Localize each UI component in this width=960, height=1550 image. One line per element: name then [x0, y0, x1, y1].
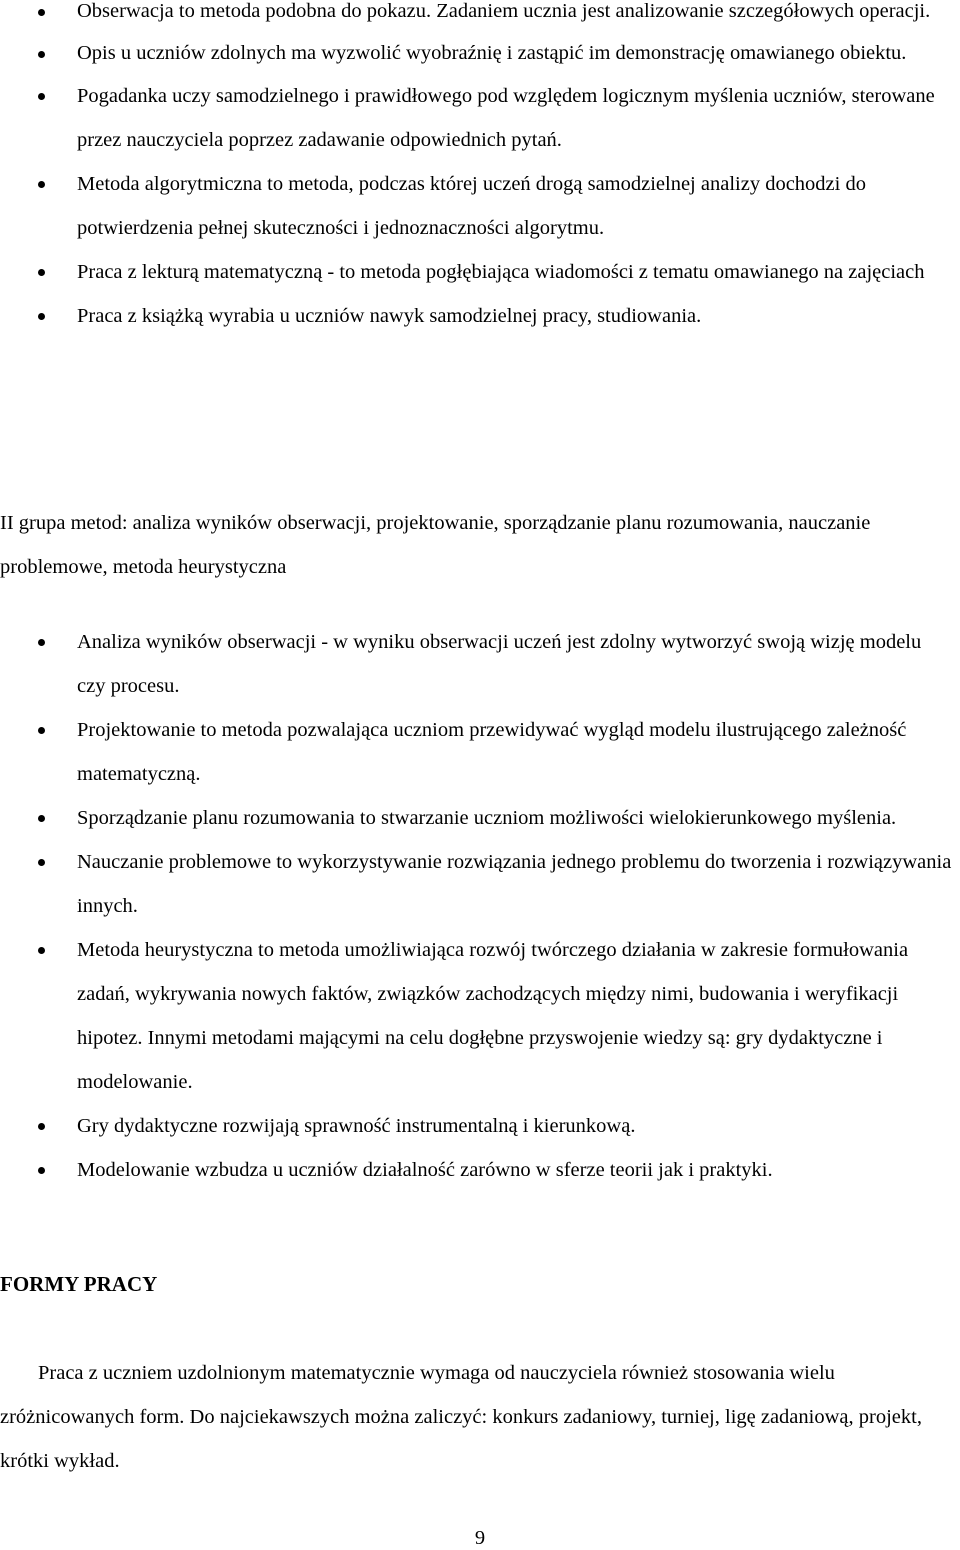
list-item — [0, 620, 960, 708]
list-item — [0, 840, 960, 928]
list-item — [0, 32, 960, 74]
list-item-text: Opis u uczniów zdolnych ma wyzwolić wyobraźnię i zastąpić im demonstrację omawianego obiektu. — [77, 42, 907, 64]
list-item — [0, 1104, 960, 1148]
list-item-text: Metoda algorytmiczna to metoda, podczas której uczeń drogą samodzielnej analizy dochodzi do potwierdzenia pełnej skuteczności i jednoznaczności algorytmu. — [77, 173, 866, 239]
bullet-icon — [38, 815, 45, 822]
bullet-icon — [38, 727, 45, 734]
bullet-icon — [38, 1167, 45, 1174]
list-item — [0, 162, 960, 250]
bullet-icon — [38, 313, 45, 320]
list-item — [0, 0, 960, 32]
method-list-2 — [0, 620, 960, 1192]
list-item — [0, 74, 960, 162]
list-item-text: Gry dydaktyczne rozwijają sprawność instrumentalną i kierunkową. — [77, 1115, 636, 1137]
page-number: 9 — [474, 1527, 486, 1549]
bullet-icon — [38, 9, 45, 16]
bullet-icon — [38, 51, 45, 58]
method-list-1 — [0, 0, 960, 338]
bullet-icon — [38, 639, 45, 646]
list-item — [0, 796, 960, 840]
list-item-text: Metoda heurystyczna to metoda umożliwiająca rozwój twórczego działania w zakresie formułowania zadań, wykrywania nowych faktów, związków zachodzących między nimi, budowania i weryfikacji hipotez. Innymi metodami mającymi na celu dogłębne przyswojenie wiedzy są: gry dydaktyczne i modelowanie. — [77, 939, 909, 1093]
bullet-icon — [38, 1123, 45, 1130]
list-item-text: Modelowanie wzbudza u uczniów działalność zarówno w sferze teorii jak i praktyki. — [77, 1159, 773, 1181]
list-item-text: Pogadanka uczy samodzielnego i prawidłowego pod względem logicznym myślenia uczniów, sterowane przez nauczyciela poprzez zadawanie odpowiednich pytań. — [77, 85, 935, 151]
list-item — [0, 1148, 960, 1192]
list-item — [0, 708, 960, 796]
list-item-text: Praca z książką wyrabia u uczniów nawyk samodzielnej pracy, studiowania. — [77, 305, 702, 327]
bullet-icon — [38, 859, 45, 866]
bullet-icon — [38, 93, 45, 100]
list-item-text: Sporządzanie planu rozumowania to stwarzanie uczniom możliwości wielokierunkowego myślenia. — [77, 807, 897, 829]
bullet-icon — [38, 947, 45, 954]
list-item-text: Projektowanie to metoda pozwalająca uczniom przewidywać wygląd modelu ilustrującego zależność matematyczną. — [77, 719, 907, 785]
list-item-text: Obserwacja to metoda podobna do pokazu. Zadaniem ucznia jest analizowanie szczegółowych operacji. — [77, 0, 931, 22]
group2-intro: II grupa metod: analiza wyników obserwacji, projektowanie, sporządzanie planu rozumowania, nauczanie problemowe, metoda heurystyczna — [0, 512, 871, 578]
list-item — [0, 928, 960, 1104]
list-item — [0, 250, 960, 294]
closing-paragraph: Praca z uczniem uzdolnionym matematycznie wymaga od nauczyciela również stosowania wielu zróżnicowanych form. Do najciekawszych można zaliczyć: konkurs zadaniowy, turniej, ligę zadaniową, projekt, krótki wykład. — [0, 1362, 922, 1472]
section-heading: FORMY PRACY — [0, 1272, 158, 1296]
bullet-icon — [38, 181, 45, 188]
bullet-icon — [38, 269, 45, 276]
list-item-text: Praca z lekturą matematyczną - to metoda pogłębiająca wiadomości z tematu omawianego na zajęciach — [77, 261, 925, 283]
list-item-text: Analiza wyników obserwacji - w wyniku obserwacji uczeń jest zdolny wytworzyć swoją wizję modelu czy procesu. — [77, 631, 922, 697]
list-item — [0, 294, 960, 338]
list-item-text: Nauczanie problemowe to wykorzystywanie rozwiązania jednego problemu do tworzenia i rozwiązywania innych. — [77, 851, 952, 917]
